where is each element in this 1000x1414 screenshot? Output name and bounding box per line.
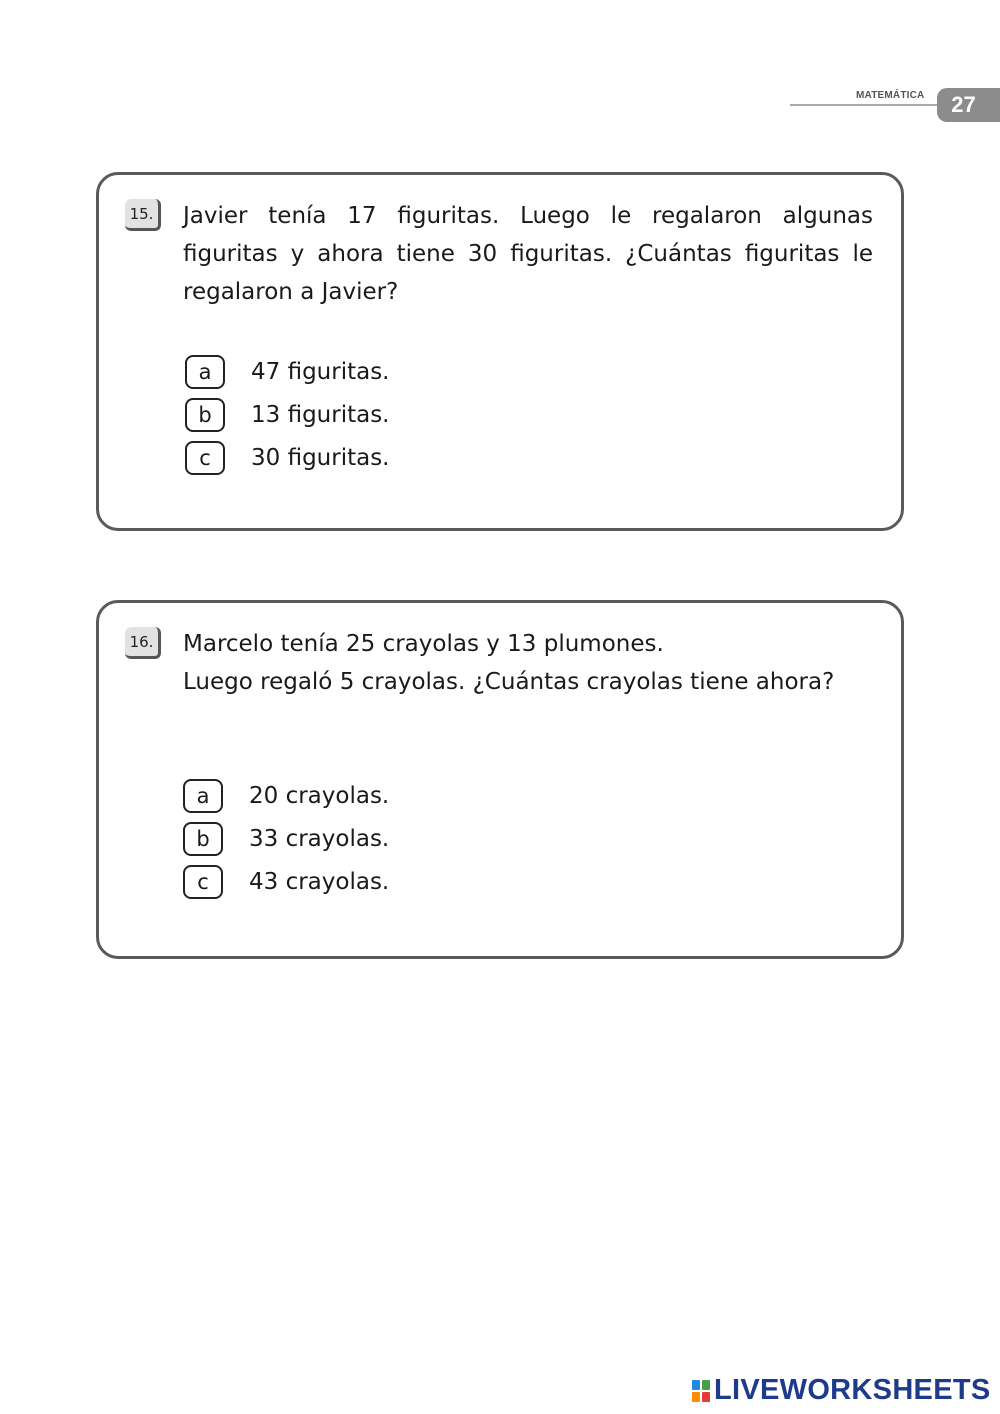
subject-label: MATEMÁTICA <box>856 90 925 101</box>
question-15-card <box>96 172 904 531</box>
option-letter-box[interactable]: a <box>185 355 225 389</box>
question-text: Javier tenía 17 figuritas. Luego le regalaron algunas figuritas y ahora tiene 30 figuritas. ¿Cuántas figuritas le regalaron a Javier? <box>183 203 873 305</box>
question-16-card <box>96 600 904 959</box>
question-number-badge: 15. <box>125 199 161 231</box>
question-text-line: Marcelo tenía 25 crayolas y 13 plumones. <box>183 631 664 657</box>
logo-mark-icon <box>692 1380 710 1402</box>
logo-text: LIVEWORKSHEETS <box>714 1374 991 1406</box>
option-c[interactable] <box>183 863 389 901</box>
option-letter-box[interactable]: b <box>183 822 223 856</box>
liveworksheets-logo <box>692 1374 991 1407</box>
option-letter-box[interactable]: a <box>183 779 223 813</box>
option-text: 47 figuritas. <box>251 359 390 385</box>
question-text <box>183 625 873 701</box>
option-letter-box[interactable]: b <box>185 398 225 432</box>
option-a[interactable] <box>183 777 389 815</box>
question-text-line: Luego regaló 5 crayolas. ¿Cuántas crayolas tiene ahora? <box>183 669 835 695</box>
header-rule <box>790 104 940 106</box>
option-text: 43 crayolas. <box>249 869 390 895</box>
option-b[interactable] <box>183 820 389 858</box>
question-number-badge: 16. <box>125 627 161 659</box>
option-text: 13 figuritas. <box>251 402 390 428</box>
option-text: 30 figuritas. <box>251 445 390 471</box>
page-number-tab: 27 <box>937 88 1000 122</box>
option-letter-box[interactable]: c <box>185 441 225 475</box>
option-b[interactable] <box>185 396 390 434</box>
option-letter-box[interactable]: c <box>183 865 223 899</box>
option-a[interactable] <box>185 353 390 391</box>
option-text: 20 crayolas. <box>249 783 390 809</box>
option-text: 33 crayolas. <box>249 826 390 852</box>
option-c[interactable] <box>185 439 390 477</box>
